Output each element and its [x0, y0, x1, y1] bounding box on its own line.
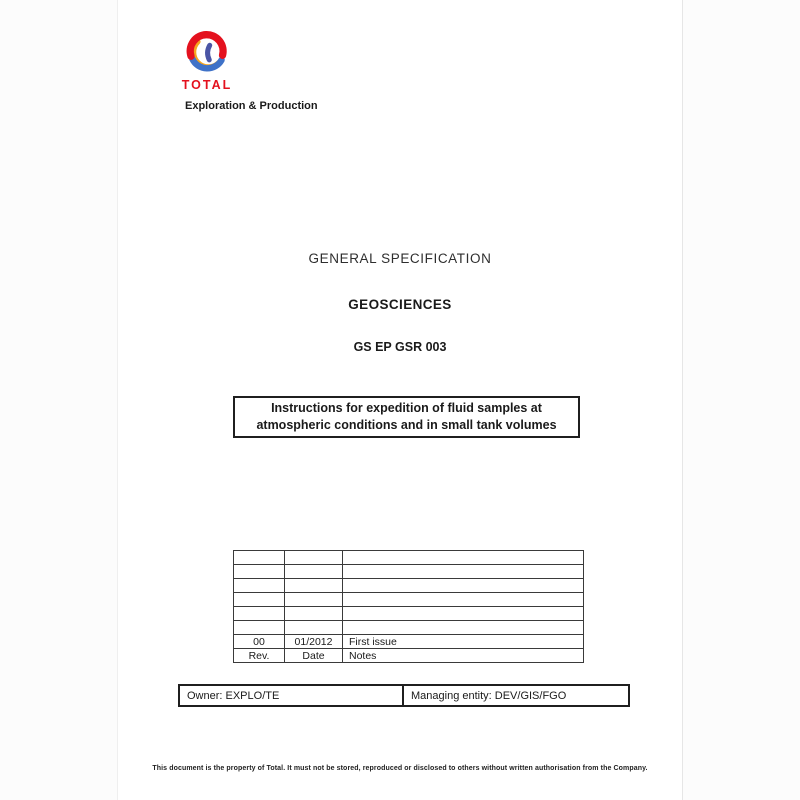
title-line-1: Instructions for expedition of fluid samples at: [271, 401, 542, 415]
revision-row: [234, 607, 584, 621]
rev-cell: [234, 607, 285, 621]
rev-cell: [234, 551, 285, 565]
rev-cell: [234, 579, 285, 593]
revision-row: [234, 635, 584, 649]
date-cell: [285, 565, 343, 579]
notes-cell: [343, 593, 584, 607]
revision-row: [234, 593, 584, 607]
notes-cell: [343, 621, 584, 635]
rev-cell: [234, 565, 285, 579]
date-cell: [285, 551, 343, 565]
division-label: Exploration & Production: [185, 100, 318, 112]
date-cell: 01/2012: [285, 635, 343, 649]
date-cell: [285, 579, 343, 593]
managing-entity-cell: Managing entity: DEV/GIS/FGO: [411, 689, 567, 702]
notes-cell: [343, 607, 584, 621]
doc-number-heading: GS EP GSR 003: [353, 340, 447, 354]
rev-cell: Rev.: [234, 649, 285, 663]
notes-cell: [343, 579, 584, 593]
rev-cell: [234, 593, 285, 607]
rev-cell: [234, 621, 285, 635]
notes-cell: [343, 565, 584, 579]
discipline-heading: GEOSCIENCES: [348, 297, 452, 312]
date-cell: [285, 621, 343, 635]
notes-cell: First issue: [343, 635, 584, 649]
revision-row: [234, 579, 584, 593]
title-line-2: atmospheric conditions and in small tank volumes: [256, 418, 557, 432]
rev-cell: 00: [234, 635, 285, 649]
document-title-box: [233, 396, 580, 438]
date-cell: Date: [285, 649, 343, 663]
date-cell: [285, 593, 343, 607]
total-wordmark: TOTAL: [181, 78, 233, 92]
property-notice: This document is the property of Total. It must not be stored, reproduced or disclosed to others without written authorisation from the Company.: [152, 765, 648, 772]
doc-type-heading: GENERAL SPECIFICATION: [308, 251, 492, 266]
ownership-strip: [178, 684, 630, 707]
revision-row: [234, 551, 584, 565]
document-page: [117, 0, 683, 800]
date-cell: [285, 607, 343, 621]
notes-cell: [343, 551, 584, 565]
owner-cell: Owner: EXPLO/TE: [180, 686, 404, 705]
revision-header-row: [234, 649, 584, 663]
revision-row: [234, 621, 584, 635]
revision-table: [233, 550, 584, 663]
revision-row: [234, 565, 584, 579]
total-globe-logo: [186, 30, 228, 77]
notes-cell: Notes: [343, 649, 584, 663]
